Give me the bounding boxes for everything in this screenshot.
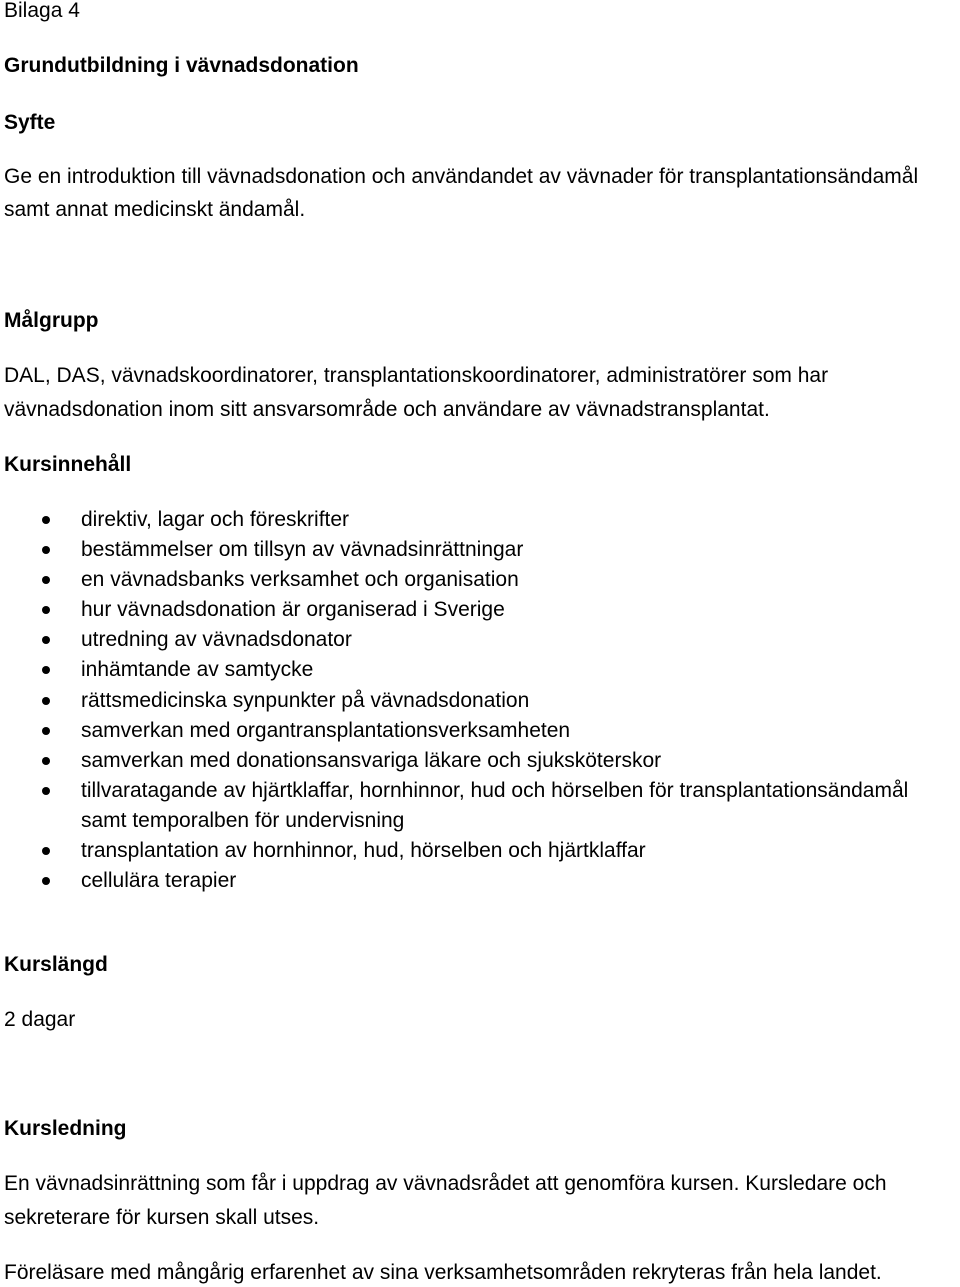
heading-syfte: Syfte [4,111,56,134]
heading-kursinnehall: Kursinnehåll [4,453,132,476]
bullet-icon [42,877,50,885]
bullet-icon [42,757,50,765]
course-length-value: 2 dagar [4,1008,76,1031]
bullet-icon [42,787,50,795]
kursledning-line-2: sekreterare för kursen skall utses. [4,1206,320,1229]
heading-kursledning: Kursledning [4,1117,127,1140]
bullet-icon [42,636,50,644]
bullet-icon [42,697,50,705]
list-item: hur vävnadsdonation är organiserad i Sverige [0,597,960,623]
bullet-icon [42,847,50,855]
list-item: transplantation av hornhinnor, hud, hörselben och hjärtklaffar [0,838,960,864]
list-item: samverkan med donationsansvariga läkare och sjuksköterskor [0,748,960,774]
bullet-icon [42,546,50,554]
syfte-line-2: samt annat medicinskt ändamål. [4,198,306,221]
heading-malgrupp: Målgrupp [4,309,99,332]
annex-label: Bilaga 4 [4,0,80,22]
list-item: direktiv, lagar och föreskrifter [0,507,960,533]
list-item-continuation: samt temporalben för undervisning [81,809,405,832]
malgrupp-line-1: DAL, DAS, vävnadskoordinatorer, transplantationskoordinatorer, administratörer som har [4,364,829,387]
heading-kurslangd: Kurslängd [4,953,108,976]
lecturers-note: Föreläsare med mångårig erfarenhet av sina verksamhetsområden rekryteras från hela landet. [4,1261,882,1284]
list-item: samverkan med organtransplantationsverksamheten [0,718,960,744]
list-item: en vävnadsbanks verksamhet och organisation [0,567,960,593]
list-item: inhämtande av samtycke [0,657,960,683]
list-item: rättsmedicinska synpunkter på vävnadsdonation [0,688,960,714]
bullet-icon [42,576,50,584]
bullet-icon [42,727,50,735]
list-item: utredning av vävnadsdonator [0,627,960,653]
malgrupp-line-2: vävnadsdonation inom sitt ansvarsområde och användare av vävnadstransplantat. [4,398,770,421]
kursledning-line-1: En vävnadsinrättning som får i uppdrag av vävnadsrådet att genomföra kursen. Kursledare och [4,1172,887,1195]
list-item: bestämmelser om tillsyn av vävnadsinrättningar [0,537,960,563]
syfte-line-1: Ge en introduktion till vävnadsdonation och användandet av vävnader för transplantationsändamål [4,165,919,188]
list-item: cellulära terapier [0,868,960,894]
bullet-icon [42,606,50,614]
list-item: tillvaratagande av hjärtklaffar, hornhinnor, hud och hörselben för transplantationsändamål [0,778,960,804]
document-title: Grundutbildning i vävnadsdonation [4,54,359,77]
bullet-icon [42,516,50,524]
bullet-icon [42,666,50,674]
